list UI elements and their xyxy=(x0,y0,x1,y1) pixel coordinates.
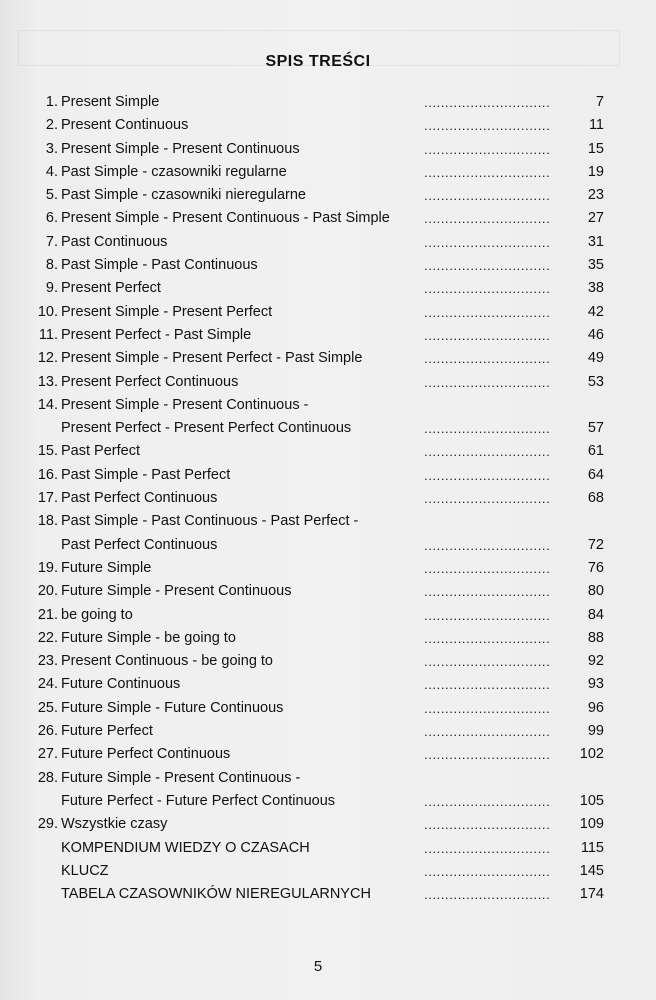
toc-entry-number: 8. xyxy=(45,257,58,274)
toc-line xyxy=(0,324,656,347)
toc-dot-leader: .............................. xyxy=(424,840,551,856)
toc-line xyxy=(0,510,656,533)
toc-dot-leader: .............................. xyxy=(424,887,551,903)
toc-entry-number: 23. xyxy=(37,653,58,670)
toc-dot-leader: .............................. xyxy=(424,607,551,623)
toc-line xyxy=(0,813,656,836)
toc-entry-title: Past Simple - Past Continuous xyxy=(61,257,258,274)
toc-dot-leader: .............................. xyxy=(424,95,551,110)
toc-entry-page: 93 xyxy=(587,676,604,693)
toc-entry-title: be going to xyxy=(61,606,133,623)
toc-line xyxy=(0,580,656,603)
toc-entry-title: Present Simple - Present Continuous - xyxy=(61,396,309,413)
toc-entry-title: Past Perfect xyxy=(61,443,140,460)
toc-entry-number: 13. xyxy=(37,373,58,390)
toc-entry-title: Future Simple - Present Continuous - xyxy=(61,769,301,786)
toc-entry-title: Past Simple - Past Perfect xyxy=(61,466,231,483)
toc-line xyxy=(0,301,656,324)
toc-entry-number: 21. xyxy=(37,606,58,623)
toc-entry-title: TABELA CZASOWNIKÓW NIEREGULARNYCH xyxy=(61,886,371,903)
toc-dot-leader: .............................. xyxy=(424,188,551,204)
toc-entry-number: 24. xyxy=(37,676,58,693)
toc-entry-page: 174 xyxy=(579,886,604,903)
toc-line xyxy=(0,743,656,766)
toc-entry-title: Future Perfect Continuous xyxy=(61,746,231,763)
toc-entry-page: 61 xyxy=(587,443,604,460)
toc-line xyxy=(0,91,656,114)
toc-entry-title: Past Simple - Past Continuous - Past Perfect - xyxy=(61,513,359,530)
toc-dot-leader: .............................. xyxy=(424,467,551,483)
toc-entry-page: 15 xyxy=(587,140,604,157)
toc-entry-title: Future Continuous xyxy=(61,676,181,693)
toc-entry-title: Present Perfect - Past Simple xyxy=(61,326,252,343)
toc-line xyxy=(0,720,656,743)
toc-entry-page: 31 xyxy=(587,233,604,250)
toc-line xyxy=(0,114,656,137)
toc-dot-leader: .............................. xyxy=(424,724,551,740)
toc-line xyxy=(0,860,656,883)
toc-entry-number: 12. xyxy=(37,350,58,367)
toc-entry-number: 15. xyxy=(37,443,58,460)
toc-entry-page: 19 xyxy=(587,163,604,180)
toc-entry-page: 35 xyxy=(587,257,604,274)
toc-entry-title: Past Simple - czasowniki regularne xyxy=(61,163,287,180)
toc-entry-title: Present Simple - Present Continuous - Past Simple xyxy=(61,210,390,227)
toc-entry-page: 68 xyxy=(587,490,604,507)
toc-dot-leader: .............................. xyxy=(424,234,551,250)
toc-entry-number: 16. xyxy=(37,466,58,483)
toc-entry-title: Future Simple xyxy=(61,559,152,576)
toc-line xyxy=(0,790,656,813)
toc-dot-leader: .............................. xyxy=(424,164,551,180)
toc-entry-title: Present Simple xyxy=(61,94,160,110)
toc-line xyxy=(0,837,656,860)
toc-dot-leader: .............................. xyxy=(424,560,551,576)
toc-entry-page: 92 xyxy=(587,653,604,670)
toc-line xyxy=(0,394,656,417)
toc-dot-leader: .............................. xyxy=(424,793,551,809)
toc-dot-leader: .............................. xyxy=(424,491,551,507)
toc-entry-page: 105 xyxy=(579,792,604,809)
toc-entry-title: Present Perfect Continuous xyxy=(61,373,239,390)
toc-entry-title: Past Perfect Continuous xyxy=(61,536,218,553)
toc-entry-page: 27 xyxy=(587,210,604,227)
toc-line xyxy=(0,673,656,696)
toc-dot-leader: .............................. xyxy=(424,374,551,390)
toc-dot-leader: .............................. xyxy=(424,141,551,157)
toc-entry-number: 25. xyxy=(37,699,58,716)
toc-entry-number: 9. xyxy=(45,280,58,297)
toc-dot-leader: .............................. xyxy=(424,304,551,320)
toc-entry-number: 19. xyxy=(37,559,58,576)
toc-entry-page: 109 xyxy=(579,816,604,833)
toc-entry-page: 80 xyxy=(587,583,604,600)
toc-entry-title: Wszystkie czasy xyxy=(61,816,168,833)
toc-entry-title: Present Continuous - be going to xyxy=(61,653,273,670)
toc-line xyxy=(0,231,656,254)
toc-entry-number: 18. xyxy=(37,513,58,530)
toc-dot-leader: .............................. xyxy=(424,327,551,343)
toc-dot-leader: .............................. xyxy=(424,747,551,763)
toc-entry-page: 38 xyxy=(587,280,604,297)
toc-entry-number: 6. xyxy=(45,210,58,227)
toc-line xyxy=(0,883,656,906)
toc-entry-number: 14. xyxy=(37,396,58,413)
toc-entry-page: 115 xyxy=(580,839,604,856)
toc-line xyxy=(0,487,656,510)
toc-entry-title: Future Perfect xyxy=(61,723,153,740)
toc-entry-title: Past Continuous xyxy=(61,233,168,250)
toc-entry-title: Past Simple - czasowniki nieregularne xyxy=(61,187,306,204)
toc-dot-leader: .............................. xyxy=(424,118,551,134)
toc-entry-page: 96 xyxy=(587,699,604,716)
toc-entry-title: Past Perfect Continuous xyxy=(61,490,218,507)
toc-line xyxy=(0,417,656,440)
toc-line xyxy=(0,627,656,650)
toc-entry-page: 64 xyxy=(587,466,604,483)
toc-entry-title: KOMPENDIUM WIEDZY O CZASACH xyxy=(61,839,310,856)
toc-dot-leader: .............................. xyxy=(424,281,551,297)
toc-line xyxy=(0,138,656,161)
toc-entry-page: 49 xyxy=(587,350,604,367)
toc-line xyxy=(0,464,656,487)
toc-dot-leader: .............................. xyxy=(424,584,551,600)
toc-line xyxy=(0,254,656,277)
toc-entry-title: KLUCZ xyxy=(61,862,109,879)
toc-line xyxy=(0,557,656,580)
table-of-contents xyxy=(0,91,656,906)
toc-entry-title: Present Continuous xyxy=(61,117,189,134)
toc-dot-leader: .............................. xyxy=(424,630,551,646)
toc-entry-title: Future Perfect - Future Perfect Continuous xyxy=(61,792,336,809)
toc-entry-number: 26. xyxy=(37,723,58,740)
toc-line xyxy=(0,534,656,557)
toc-line xyxy=(0,767,656,790)
toc-dot-leader: .............................. xyxy=(424,351,551,367)
toc-dot-leader: .............................. xyxy=(424,677,551,693)
toc-entry-page: 99 xyxy=(587,723,604,740)
toc-dot-leader: .............................. xyxy=(424,211,551,227)
toc-dot-leader: .............................. xyxy=(424,700,551,716)
toc-entry-number: 20. xyxy=(37,583,58,600)
toc-entry-page: 76 xyxy=(587,559,604,576)
toc-dot-leader: .............................. xyxy=(424,444,551,460)
toc-entry-page: 11 xyxy=(588,117,604,134)
toc-entry-page: 23 xyxy=(587,187,604,204)
toc-entry-page: 145 xyxy=(579,862,604,879)
toc-entry-number: 10. xyxy=(37,303,58,320)
toc-entry-number: 29. xyxy=(37,816,58,833)
toc-line xyxy=(0,440,656,463)
toc-dot-leader: .............................. xyxy=(424,258,551,274)
toc-entry-title: Present Simple - Present Continuous xyxy=(61,140,300,157)
toc-entry-title: Present Perfect xyxy=(61,280,161,297)
toc-line xyxy=(0,604,656,627)
toc-line xyxy=(0,371,656,394)
toc-entry-title: Present Perfect - Present Perfect Continuous xyxy=(61,420,352,437)
toc-dot-leader: .............................. xyxy=(424,654,551,670)
toc-entry-page: 7 xyxy=(595,94,604,110)
toc-line xyxy=(0,207,656,230)
toc-entry-page: 42 xyxy=(587,303,604,320)
toc-entry-number: 17. xyxy=(37,490,58,507)
toc-entry-page: 72 xyxy=(587,536,604,553)
toc-entry-number: 4. xyxy=(45,163,58,180)
toc-entry-title: Future Simple - Present Continuous xyxy=(61,583,292,600)
toc-line xyxy=(0,161,656,184)
toc-entry-number: 22. xyxy=(37,629,58,646)
toc-line xyxy=(0,650,656,673)
toc-line xyxy=(0,697,656,720)
toc-entry-number: 3. xyxy=(45,140,58,157)
toc-dot-leader: .............................. xyxy=(424,863,551,879)
toc-entry-number: 27. xyxy=(37,746,58,763)
toc-entry-number: 5. xyxy=(45,187,58,204)
toc-entry-page: 88 xyxy=(587,629,604,646)
toc-entry-title: Present Simple - Present Perfect xyxy=(61,303,273,320)
page-title: SPIS TREŚCI xyxy=(265,53,371,70)
toc-entry-title: Future Simple - Future Continuous xyxy=(61,699,284,716)
toc-entry-number: 2. xyxy=(45,117,58,134)
toc-dot-leader: .............................. xyxy=(424,537,551,553)
footer-page-number: 5 xyxy=(313,958,323,975)
toc-line xyxy=(0,184,656,207)
toc-entry-number: 7. xyxy=(45,233,58,250)
toc-line xyxy=(0,277,656,300)
toc-entry-number: 1. xyxy=(45,94,58,110)
toc-entry-number: 28. xyxy=(37,769,58,786)
toc-entry-title: Present Simple - Present Perfect - Past Simple xyxy=(61,350,363,367)
toc-entry-page: 84 xyxy=(587,606,604,623)
toc-entry-number: 11. xyxy=(38,326,58,343)
toc-dot-leader: .............................. xyxy=(424,421,551,437)
toc-line xyxy=(0,347,656,370)
toc-entry-title: Future Simple - be going to xyxy=(61,629,236,646)
toc-entry-page: 53 xyxy=(587,373,604,390)
toc-entry-page: 57 xyxy=(587,420,604,437)
toc-dot-leader: .............................. xyxy=(424,817,551,833)
toc-entry-page: 46 xyxy=(587,326,604,343)
toc-entry-page: 102 xyxy=(579,746,604,763)
